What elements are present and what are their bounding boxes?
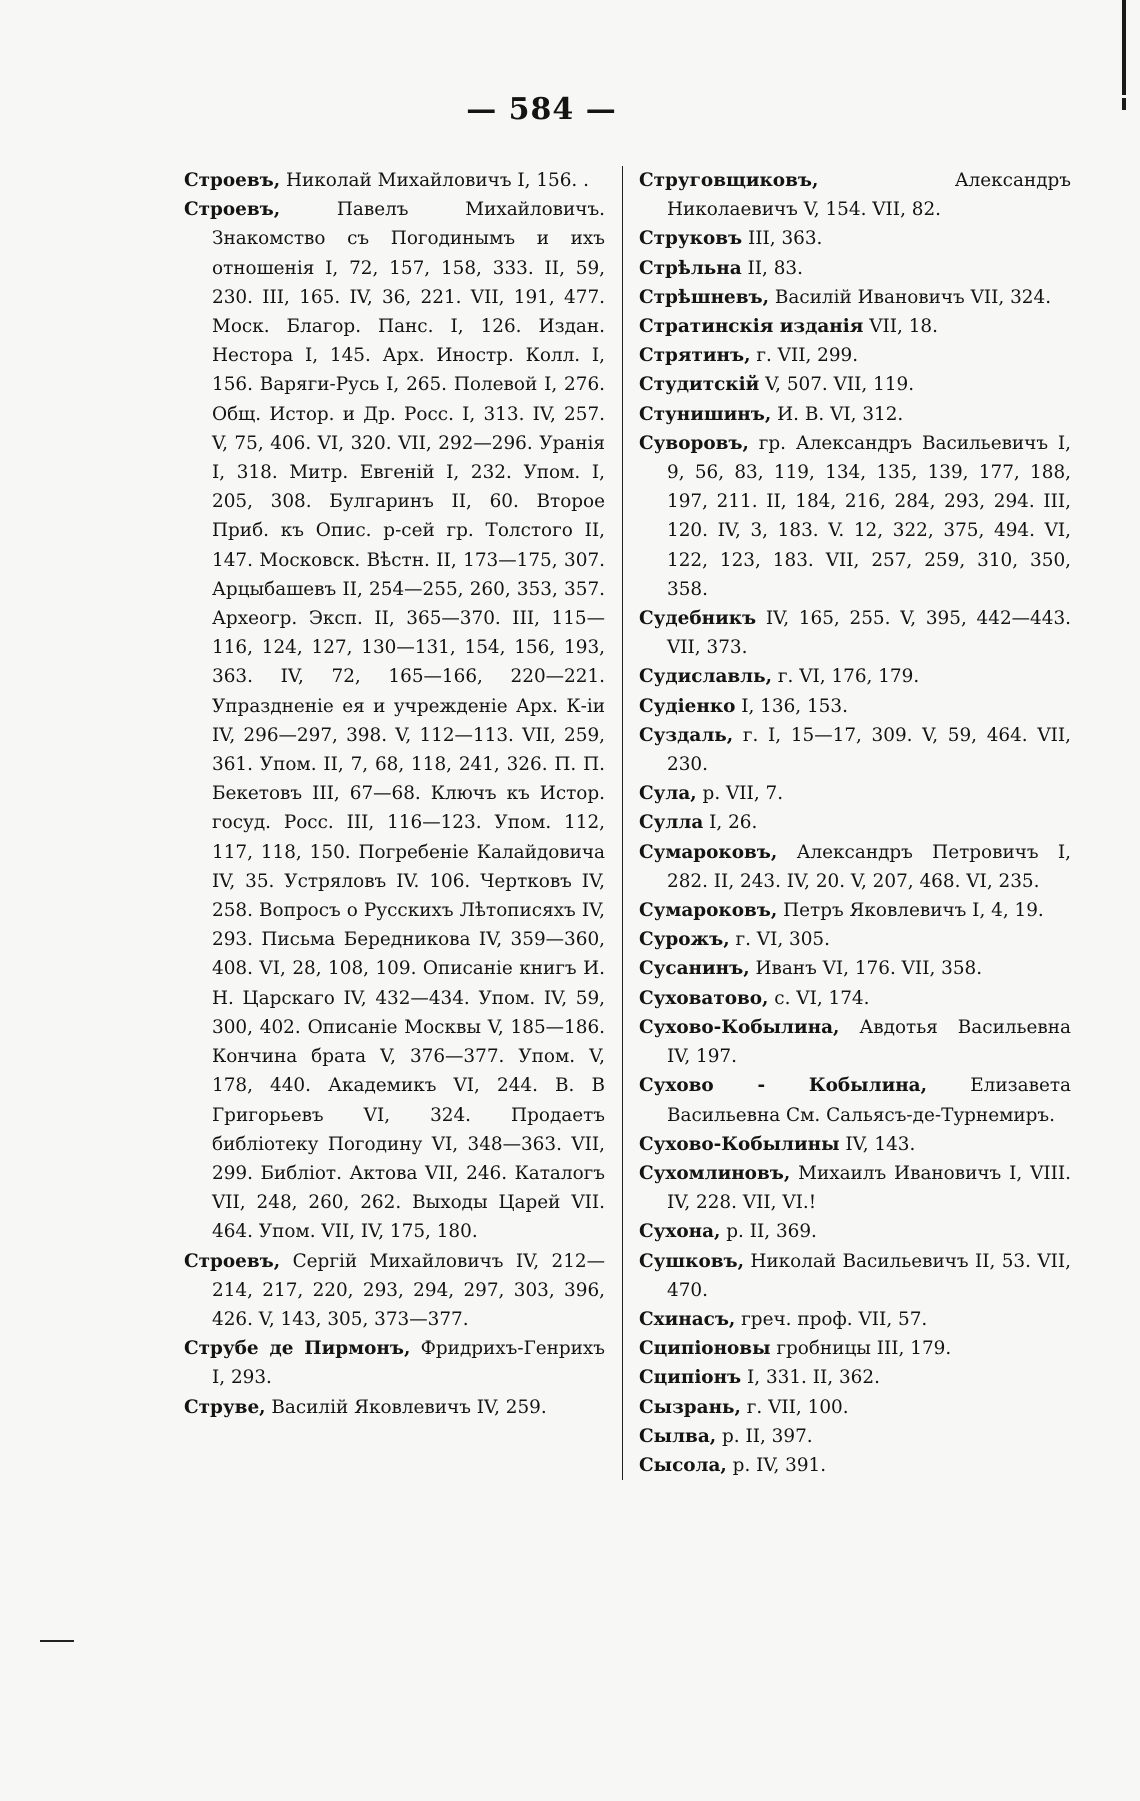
entry-references: г. VII, 299.	[750, 345, 859, 367]
index-entry	[184, 1334, 605, 1392]
index-entry	[639, 662, 1071, 691]
entry-heading: Стратинскія изданія	[639, 316, 864, 338]
index-entry	[184, 195, 605, 1246]
index-entry	[639, 1130, 1071, 1159]
index-entry	[639, 400, 1071, 429]
entry-references: Николай Михайловичъ I, 156. .	[280, 170, 589, 191]
entry-heading: Сулла	[639, 812, 704, 834]
index-entry	[639, 166, 1071, 224]
right-column	[622, 166, 1071, 1480]
entry-references: Петръ Яковлевичъ I, 4, 19.	[777, 900, 1044, 922]
entry-heading: Стрѣшневъ,	[639, 286, 770, 308]
index-entry	[639, 896, 1071, 925]
index-entry	[639, 1159, 1071, 1217]
page-edge-line-lower	[1122, 98, 1126, 110]
page-number: — 584 —	[466, 92, 617, 127]
entry-heading: Суздаль,	[639, 724, 734, 746]
entry-heading: Сухово - Кобылина,	[639, 1075, 927, 1097]
entry-heading: Судиславль,	[639, 666, 773, 688]
left-column	[184, 166, 622, 1480]
index-entry	[639, 954, 1071, 983]
index-entry	[639, 224, 1071, 253]
entry-references: г. VI, 305.	[729, 929, 830, 951]
entry-heading: Струковъ	[639, 228, 743, 250]
index-entry	[639, 984, 1071, 1013]
index-entry	[639, 283, 1071, 312]
entry-references: г. I, 15—17, 309. V, 59, 464. VII, 230.	[667, 724, 1071, 776]
entry-references: Михаилъ Ивановичъ I, VIII. IV, 228. VII, VI.!	[667, 1162, 1071, 1214]
entry-heading: Стунишинъ,	[639, 403, 772, 425]
entry-heading: Сципіоновы	[639, 1338, 771, 1360]
index-entry	[639, 721, 1071, 779]
entry-references: Александръ Петровичъ I, 282. II, 243. IV, 20. V, 207, 468. VI, 235.	[667, 841, 1071, 892]
entry-heading: Сухово-Кобылины	[639, 1133, 840, 1155]
index-entry	[639, 838, 1071, 896]
entry-heading: Сылва,	[639, 1425, 717, 1447]
entry-heading: Сурожъ,	[639, 929, 730, 951]
entry-heading: Сухомлиновъ,	[639, 1162, 791, 1184]
entry-references: Василій Яковлевичъ IV, 259.	[265, 1396, 547, 1418]
entry-references: гр. Александръ Васильевичъ I, 9, 56, 83, 119, 134, 135, 139, 177, 188, 197, 211. II, 184, 216, 284, 293, 294. III, 120. IV, 3, 183. V. 12, 322, 375, 494. VI, 122, 123, 183. VII, 257, 259, 310, 350, 358.	[667, 432, 1071, 600]
entry-references: II, 83.	[741, 257, 803, 279]
entry-references: р. II, 369.	[720, 1221, 817, 1243]
entry-references: Павелъ Михайловичъ. Знакомство съ Погодинымъ и ихъ отношенія I, 72, 157, 158, 333. II, 59, 230. III, 165. IV, 36, 221. VII, 191, 477. Моск. Благор. Панс. I, 126. Издан. Нестора I, 145. Арх. Иностр. Колл. I, 156. Варяги-Русь I, 265. Полевой I, 276. Общ. Истор. и Др. Росс. I, 313. IV, 257. V, 75, 406. VI, 320. VII, 292—296. Уранія I, 318. Митр. Евгеній I, 232. Упом. I, 205, 308. Булгаринъ II, 60. Второе Приб. къ Опис. р-сей гр. Толстого II, 147. Московск. Вѣстн. II, 173—175, 307. Арцыбашевъ II, 254—255, 260, 353, 357. Археогр. Эксп. II, 365—370. III, 115—116, 124, 127, 130—131, 154, 156, 193, 363. IV, 72, 165—166, 220—221. Упраздненіе ея и учрежденіе Арх. К-іи IV, 296—297, 398. V, 112—113. VII, 259, 361. Упом. II, 7, 68, 118, 241, 326. П. П. Бекетовъ III, 67—68. Ключъ къ Истор. госуд. Росс. III, 116—123. Упом. 112, 117, 118, 150. Погребеніе Калайдовича IV, 35. Устряловъ IV. 106. Чертковъ IV, 258. Вопросъ о Русскихъ Лѣтописяхъ IV, 293. Письма Бередникова IV, 359—360, 408. VI, 28, 108, 109. Описаніе книгъ И. Н. Царскаго IV, 432—434. Упом. IV, 59, 300, 402. Описаніе Москвы V, 185—186. Кончина брата V, 376—377. Упом. V, 178, 440. Академикъ VI, 244. В. В Григорьевъ VI, 324. Продаетъ библіотеку Погодину VI, 348—363. VII, 299. Библіот. Актова VII, 246. Каталогъ VII, 248, 260, 262. Выходы Царей VII. 464. Упом. VII, IV, 175, 180.	[212, 199, 605, 1243]
entry-references: Александръ Николаевичъ V, 154. VII, 82.	[667, 170, 1071, 221]
entry-references: I, 136, 153.	[735, 695, 848, 717]
index-entry	[184, 1247, 605, 1335]
index-entry	[639, 1422, 1071, 1451]
entry-heading: Судіенко	[639, 695, 736, 717]
entry-heading: Струбе де Пирмонъ,	[184, 1338, 411, 1360]
index-entry	[639, 312, 1071, 341]
entry-references: IV, 143.	[839, 1133, 916, 1155]
entry-heading: Строевъ,	[184, 170, 281, 191]
entry-references: г. VII, 100.	[740, 1396, 849, 1418]
index-entry	[639, 370, 1071, 399]
entry-heading: Сызрань,	[639, 1396, 741, 1418]
entry-heading: Струговщиковъ,	[639, 170, 819, 191]
index-columns	[184, 166, 1084, 1480]
entry-references: гробницы III, 179.	[770, 1338, 952, 1360]
index-entry	[639, 692, 1071, 721]
entry-heading: Суховатово,	[639, 987, 769, 1009]
entry-references: Николай Васильевичъ II, 53. VII, 470.	[667, 1250, 1071, 1301]
entry-references: р. II, 397.	[716, 1425, 813, 1447]
entry-references: Елизавета Васильевна См. Сальясъ-де-Турнемиръ.	[667, 1075, 1071, 1126]
entry-heading: Сухово-Кобылина,	[639, 1016, 840, 1038]
entry-references: Авдотья Васильевна IV, 197.	[667, 1016, 1071, 1068]
index-entry	[639, 1334, 1071, 1363]
index-entry	[184, 1393, 605, 1422]
entry-heading: Суворовъ,	[639, 432, 749, 454]
entry-heading: Стрятинъ,	[639, 345, 751, 367]
entry-heading: Струве,	[184, 1396, 266, 1418]
entry-references: IV, 165, 255. V, 395, 442—443. VII, 373.	[667, 608, 1071, 659]
entry-heading: Строевъ,	[184, 199, 281, 221]
entry-heading: Строевъ,	[184, 1250, 281, 1272]
entry-references: Сергій Михайловичъ IV, 212—214, 217, 220, 293, 294, 297, 303, 396, 426. V, 143, 305, 373—377.	[212, 1250, 605, 1330]
entry-heading: Сухона,	[639, 1221, 721, 1243]
margin-dash	[40, 1640, 74, 1642]
index-entry	[639, 1071, 1071, 1129]
index-entry	[639, 254, 1071, 283]
entry-references: I, 26.	[703, 812, 758, 834]
index-entry	[639, 1217, 1071, 1246]
index-entry	[639, 1393, 1071, 1422]
entry-heading: Сумароковъ,	[639, 900, 778, 922]
entry-references: греч. проф. VII, 57.	[735, 1308, 928, 1330]
entry-heading: Сципіонъ	[639, 1367, 742, 1389]
entry-heading: Сула,	[639, 783, 697, 805]
entry-references: V, 507. VII, 119.	[759, 374, 915, 396]
index-entry	[639, 925, 1071, 954]
index-entry	[639, 604, 1071, 662]
entry-heading: Судебникъ	[639, 608, 757, 630]
entry-heading: Сушковъ,	[639, 1250, 745, 1272]
index-entry	[639, 1451, 1071, 1480]
entry-heading: Студитскій	[639, 374, 760, 396]
entry-references: г. VI, 176, 179.	[772, 666, 920, 688]
page-edge-line	[1122, 0, 1126, 95]
entry-references: р. IV, 391.	[726, 1454, 827, 1476]
entry-references: VII, 18.	[863, 316, 938, 338]
entry-heading: Схинасъ,	[639, 1308, 736, 1330]
entry-heading: Сумароковъ,	[639, 841, 778, 863]
entry-references: Василій Ивановичъ VII, 324.	[769, 286, 1052, 308]
entry-references: I, 331. II, 362.	[741, 1367, 880, 1389]
index-entry	[639, 341, 1071, 370]
entry-references: р. VII, 7.	[696, 783, 784, 805]
index-entry	[184, 166, 605, 195]
index-entry	[639, 779, 1071, 808]
entry-heading: Сысола,	[639, 1454, 727, 1476]
entry-heading: Сусанинъ,	[639, 958, 750, 980]
entry-references: И. В. VI, 312.	[771, 403, 904, 425]
index-entry	[639, 1013, 1071, 1071]
entry-references: Фридрихъ-Генрихъ I, 293.	[212, 1338, 605, 1389]
entry-references: с. VI, 174.	[768, 987, 870, 1009]
index-entry	[639, 1363, 1071, 1392]
entry-references: Иванъ VI, 176. VII, 358.	[749, 958, 983, 980]
index-entry	[639, 1247, 1071, 1305]
entry-references: III, 363.	[742, 228, 823, 250]
index-entry	[639, 429, 1071, 604]
entry-heading: Стрѣльна	[639, 257, 742, 279]
index-entry	[639, 808, 1071, 837]
index-entry	[639, 1305, 1071, 1334]
